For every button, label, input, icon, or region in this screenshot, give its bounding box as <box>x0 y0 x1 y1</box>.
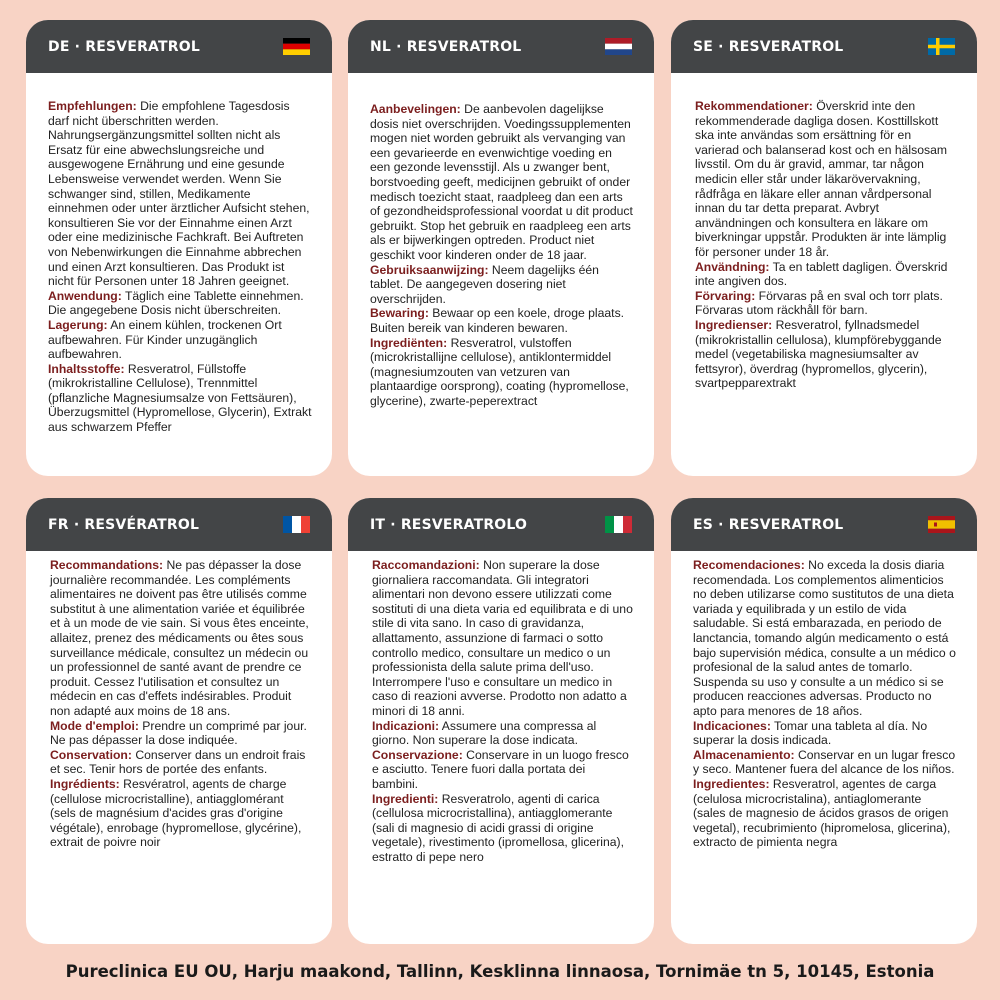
section-ingredients: Ingredientes: Resveratrol, agentes de carga (celulosa microcristalina), antiaglomerante (sales de magnesio de ácidos grasos de origen vegetal), recubrimiento (hipromelosa, glicerina), extracto de pimienta negra <box>693 776 951 850</box>
card-header <box>348 20 654 73</box>
section-recommendations: Recomendaciones: No exceda la dosis diaria recomendada. Los complementos alimenticios no deben utilizarse como sustitutos de una dieta variada y equilibrada y un estilo de vida saludable. Si está embarazada, en periodo de lanctancia, tomando algún medicamento o está bajo supervisión médica, consulte a un médico o profesional de la salud antes de tomarlo. Suspenda su uso y consulte a un médico si se producen reacciones adversas. Producto no apto para menores de 18 años. <box>693 558 956 718</box>
card-title: FR · RESVÉRATROL <box>48 516 200 533</box>
germany-flag-icon <box>283 38 310 55</box>
section-storage: Bewaring: Bewaar op een koele, droge plaats. Buiten bereik van kinderen bewaren. <box>370 306 625 335</box>
card-body <box>26 73 332 435</box>
section-storage: Conservazione: Conservare in un luogo fresco e asciutto. Tenere fuori dalla portata dei bambini. <box>372 747 629 791</box>
section-recommendations: Recommandations: Ne pas dépasser la dose journalière recommandée. Les compléments alimentaires ne doivent pas être utilisés comme substitut à une alimentation variée et équilibrée et à un mode de vie sain. Si vous êtes enceinte, allaitez, prenez des médicaments ou êtes sous surveillance médicale, consultez un médecin ou un professionnel de santé avant de prendre ce produit. Cessez l'utilisation et consultez un médecin en cas d'effets indésirables. Produit non adapté aux moins de 18 ans. <box>50 558 309 718</box>
card-body <box>348 73 654 408</box>
italy-flag-icon <box>605 516 632 533</box>
card-nl <box>348 20 654 476</box>
card-title: DE · RESVERATROL <box>48 38 200 55</box>
card-se <box>671 20 977 476</box>
section-recommendations: Rekommendationer: Överskrid inte den rekommenderade dagliga dosen. Kosttillskott ska inte användas som ersättning för en varierad och balanserad kost och en hälsosam livsstil. Om du är gravid, ammar, tar någon medicin eller står under läkarövervakning, rådfråga en läkare eller annan vårdpersonal innan du tar detta preparat. Avbryt användningen och konsultera en läkare om biverkningar uppstår. Produkten är inte lämplig för personer under 18 år. <box>695 99 948 259</box>
company-address: Pureclinica EU OU, Harju maakond, Tallinn, Kesklinna linnaosa, Tornimäe tn 5, 10145, Estonia <box>65 962 935 981</box>
card-de <box>26 20 332 476</box>
section-usage: Mode d'emploi: Prendre un comprimé par jour. Ne pas dépasser la dose indiquée. <box>50 718 307 748</box>
france-flag-icon <box>283 516 310 533</box>
section-recommendations: Empfehlungen: Die empfohlene Tagesdosis darf nicht überschritten werden. Nahrungsergänzungsmittel sollten nicht als Ersatz für eine abwechslungsreiche und ausgewogene Ernährung und eine gesunde Lebensweise verwendet werden. Wenn Sie schwanger sind, stillen, Medikamente einnehmen oder unter ärztlicher Aufsicht stehen, konsultieren Sie vor der Einnahme einen Arzt oder eine medizinische Fachkraft. Bei Auftreten von Nebenwirkungen die Einnahme abbrechen und einen Arzt konsultieren. Das Produkt ist nicht für Personen unter 18 Jahren geeignet. <box>48 99 310 289</box>
card-header <box>671 20 977 73</box>
netherlands-flag-icon <box>605 38 632 55</box>
section-ingredients: Ingredienti: Resveratrolo, agenti di carica (cellulosa microcristallina), antiagglomerante (sali di magnesio di acidi grassi di origine vegetale), rivestimento (ipromellosa, glicerina), estratto di pepe nero <box>372 791 624 864</box>
section-usage: Indicaciones: Tomar una tableta al día. No superar la dosis indicada. <box>693 718 928 748</box>
card-title: NL · RESVERATROL <box>370 38 522 55</box>
card-header <box>348 498 654 551</box>
card-body <box>671 551 977 850</box>
section-storage: Förvaring: Förvaras på en sval och torr plats. Förvaras utom räckhåll för barn. <box>695 288 943 318</box>
card-header <box>671 498 977 551</box>
section-usage: Användning: Ta en tablett dagligen. Överskrid inte angiven dos. <box>695 259 948 289</box>
card-it <box>348 498 654 944</box>
spain-flag-icon <box>928 516 955 533</box>
card-fr <box>26 498 332 944</box>
card-header <box>26 498 332 551</box>
card-title: ES · RESVERATROL <box>693 516 844 533</box>
section-usage: Gebruiksaanwijzing: Neem dagelijks één tablet. De aangegeven dosering niet overschrijden. <box>370 262 599 306</box>
card-body <box>26 551 332 850</box>
section-usage: Anwendung: Täglich eine Tablette einnehmen. Die angegebene Dosis nicht überschreiten. <box>48 288 304 318</box>
section-recommendations: Raccomandazioni: Non superare la dose giornaliera raccomandata. Gli integratori alimentari non devono essere utilizzati come sostituti di una dieta varia ed equilibrata e di uno stile di vita sano. In caso di gravidanza, allattamento, assunzione di farmaci o sotto controllo medico, consultare un medico o un professionista della salute prima dell'uso. Interrompere l'uso e consultare un medico in caso di reazioni avverse. Prodotto non adatto a minori di 18 anni. <box>372 558 633 718</box>
card-title: IT · RESVERATROLO <box>370 516 528 533</box>
section-ingredients: Inhaltsstoffe: Resveratrol, Füllstoffe (mikrokristalline Cellulose), Trennmittel (pflanzliche Magnesiumsalze von Fettsäuren), Überzugsmittel (Hypromellose, Glycerin), Extrakt aus schwarzem Pfeffer <box>48 361 312 435</box>
card-title: SE · RESVERATROL <box>693 38 844 55</box>
section-storage: Lagerung: An einem kühlen, trockenen Ort aufbewahren. Für Kinder unzugänglich aufbewahren. <box>48 317 282 362</box>
section-storage: Almacenamiento: Conservar en un lugar fresco y seco. Mantener fuera del alcance de los niños. <box>693 747 956 777</box>
card-body <box>671 73 977 391</box>
card-body <box>348 551 654 864</box>
section-storage: Conservation: Conserver dans un endroit frais et sec. Tenir hors de portée des enfants. <box>50 747 306 777</box>
section-recommendations: Aanbevelingen: De aanbevolen dagelijkse dosis niet overschrijden. Voedingssupplementen mogen niet worden gebruikt als vervanging van een gevarieerde en evenwichtige voeding en een gezonde levensstijl. Als u zwanger bent, borstvoeding geeft, medicijnen gebruikt of onder medisch toezicht staat, raadpleeg dan een arts of gezondheidsprofessional voordat u dit product gebruikt. Stop het gebruik en raadpleeg een arts als er bijwerkingen optreden. Product niet geschikt voor kinderen onder de 18 jaar. <box>370 102 633 262</box>
section-ingredients: Ingrediënten: Resveratrol, vulstoffen (microkristallijne cellulose), antiklontermiddel (magnesiumzouten van vetzuren van plantaardige oorsprong), coating (hypromellose, glycerine), zwarte-peperextract <box>370 335 629 408</box>
sweden-flag-icon <box>928 38 955 55</box>
section-ingredients: Ingrédients: Resvératrol, agents de charge (cellulose microcristalline), antiagglomérant (sels de magnésium d'acides gras d'origine végétale), enrobage (hypromellose, glycérine), extrait de poivre noir <box>50 776 302 850</box>
section-ingredients: Ingredienser: Resveratrol, fyllnadsmedel (mikrokristallin cellulosa), klumpförebyggande medel (vegetabiliska magnesiumsalter av fettsyror), överdrag (hypromellos, glycerin), svartpepparextrakt <box>695 317 942 391</box>
card-es <box>671 498 977 944</box>
card-header <box>26 20 332 73</box>
section-usage: Indicazioni: Assumere una compressa al giorno. Non superare la dose indicata. <box>372 718 597 748</box>
